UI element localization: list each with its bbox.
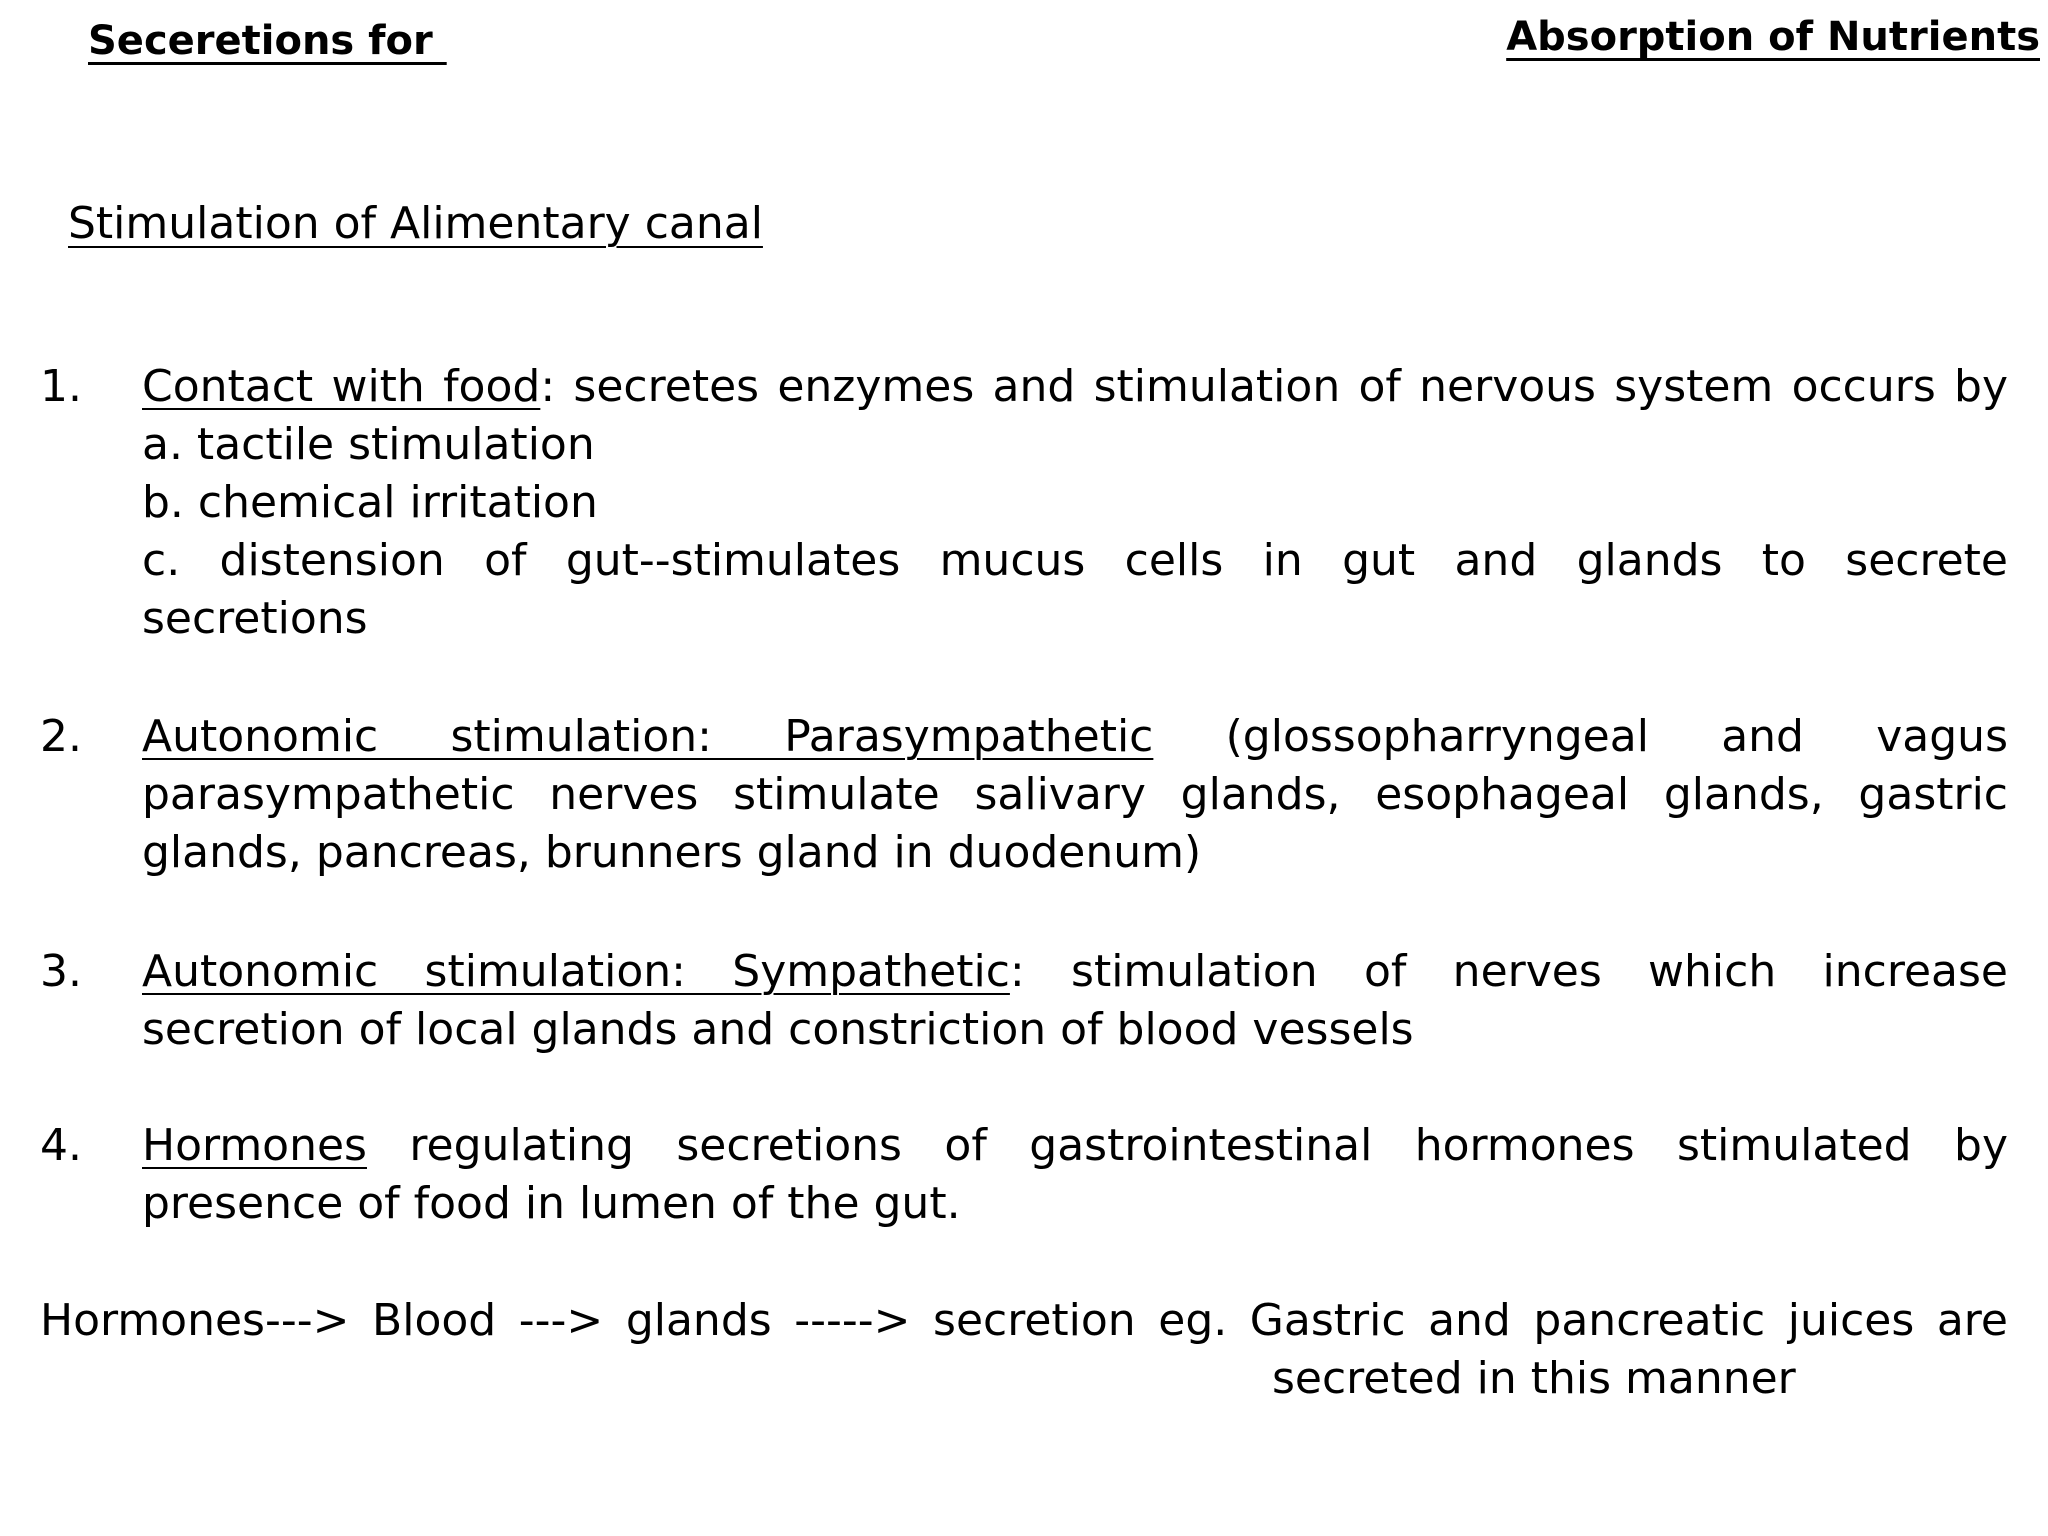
item-line bbox=[142, 943, 2008, 1001]
sub-item-c-cont: secretions bbox=[142, 593, 368, 644]
item-line-2: secretion of local glands and constriction of blood vessels bbox=[142, 1004, 1414, 1055]
item-line bbox=[142, 1117, 2008, 1175]
item-heading: Autonomic stimulation: Parasympathetic bbox=[142, 711, 1154, 762]
item-line-3: glands, pancreas, brunners gland in duodenum) bbox=[142, 827, 1202, 878]
footer-note bbox=[40, 1292, 2008, 1408]
item-heading: Hormones bbox=[142, 1120, 367, 1171]
item-heading: Contact with food bbox=[142, 361, 541, 412]
item-line-2: presence of food in lumen of the gut. bbox=[142, 1178, 961, 1229]
sub-item-a: a. tactile stimulation bbox=[142, 419, 595, 470]
item-line bbox=[142, 358, 2008, 416]
footer-line-2: secreted in this manner bbox=[1272, 1353, 1796, 1404]
sub-item-c: c. distension of gut--stimulates mucus cells in gut and glands to secrete bbox=[142, 535, 2008, 586]
item-number: 3. bbox=[40, 946, 82, 997]
item-text: : secretes enzymes and stimulation of nervous system occurs by bbox=[540, 361, 2009, 412]
item-text: regulating secretions of gastrointestinal hormones stimulated by bbox=[366, 1120, 2008, 1171]
item-body bbox=[142, 708, 2008, 882]
item-line-2: parasympathetic nerves stimulate salivary glands, esophageal glands, gastric bbox=[142, 769, 2008, 820]
item-number: 2. bbox=[40, 711, 82, 762]
item-heading: Autonomic stimulation: Sympathetic bbox=[142, 946, 1010, 997]
section-subtitle: Stimulation of Alimentary canal bbox=[68, 198, 763, 249]
header-right-title: Absorption of Nutrients bbox=[1506, 14, 2040, 60]
footer-line-1: Hormones---> Blood ---> glands -----> secretion eg. Gastric and pancreatic juices are bbox=[40, 1295, 2008, 1346]
item-body bbox=[142, 943, 2008, 1059]
item-text: (glossopharryngeal and vagus bbox=[1153, 711, 2008, 762]
item-line bbox=[142, 708, 2008, 766]
item-body bbox=[142, 358, 2008, 648]
item-number: 4. bbox=[40, 1120, 82, 1171]
item-number: 1. bbox=[40, 361, 82, 412]
header-left-title: Seceretions for bbox=[88, 18, 447, 64]
item-body bbox=[142, 1117, 2008, 1233]
item-text: : stimulation of nerves which increase bbox=[1009, 946, 2008, 997]
sub-item-b: b. chemical irritation bbox=[142, 477, 598, 528]
